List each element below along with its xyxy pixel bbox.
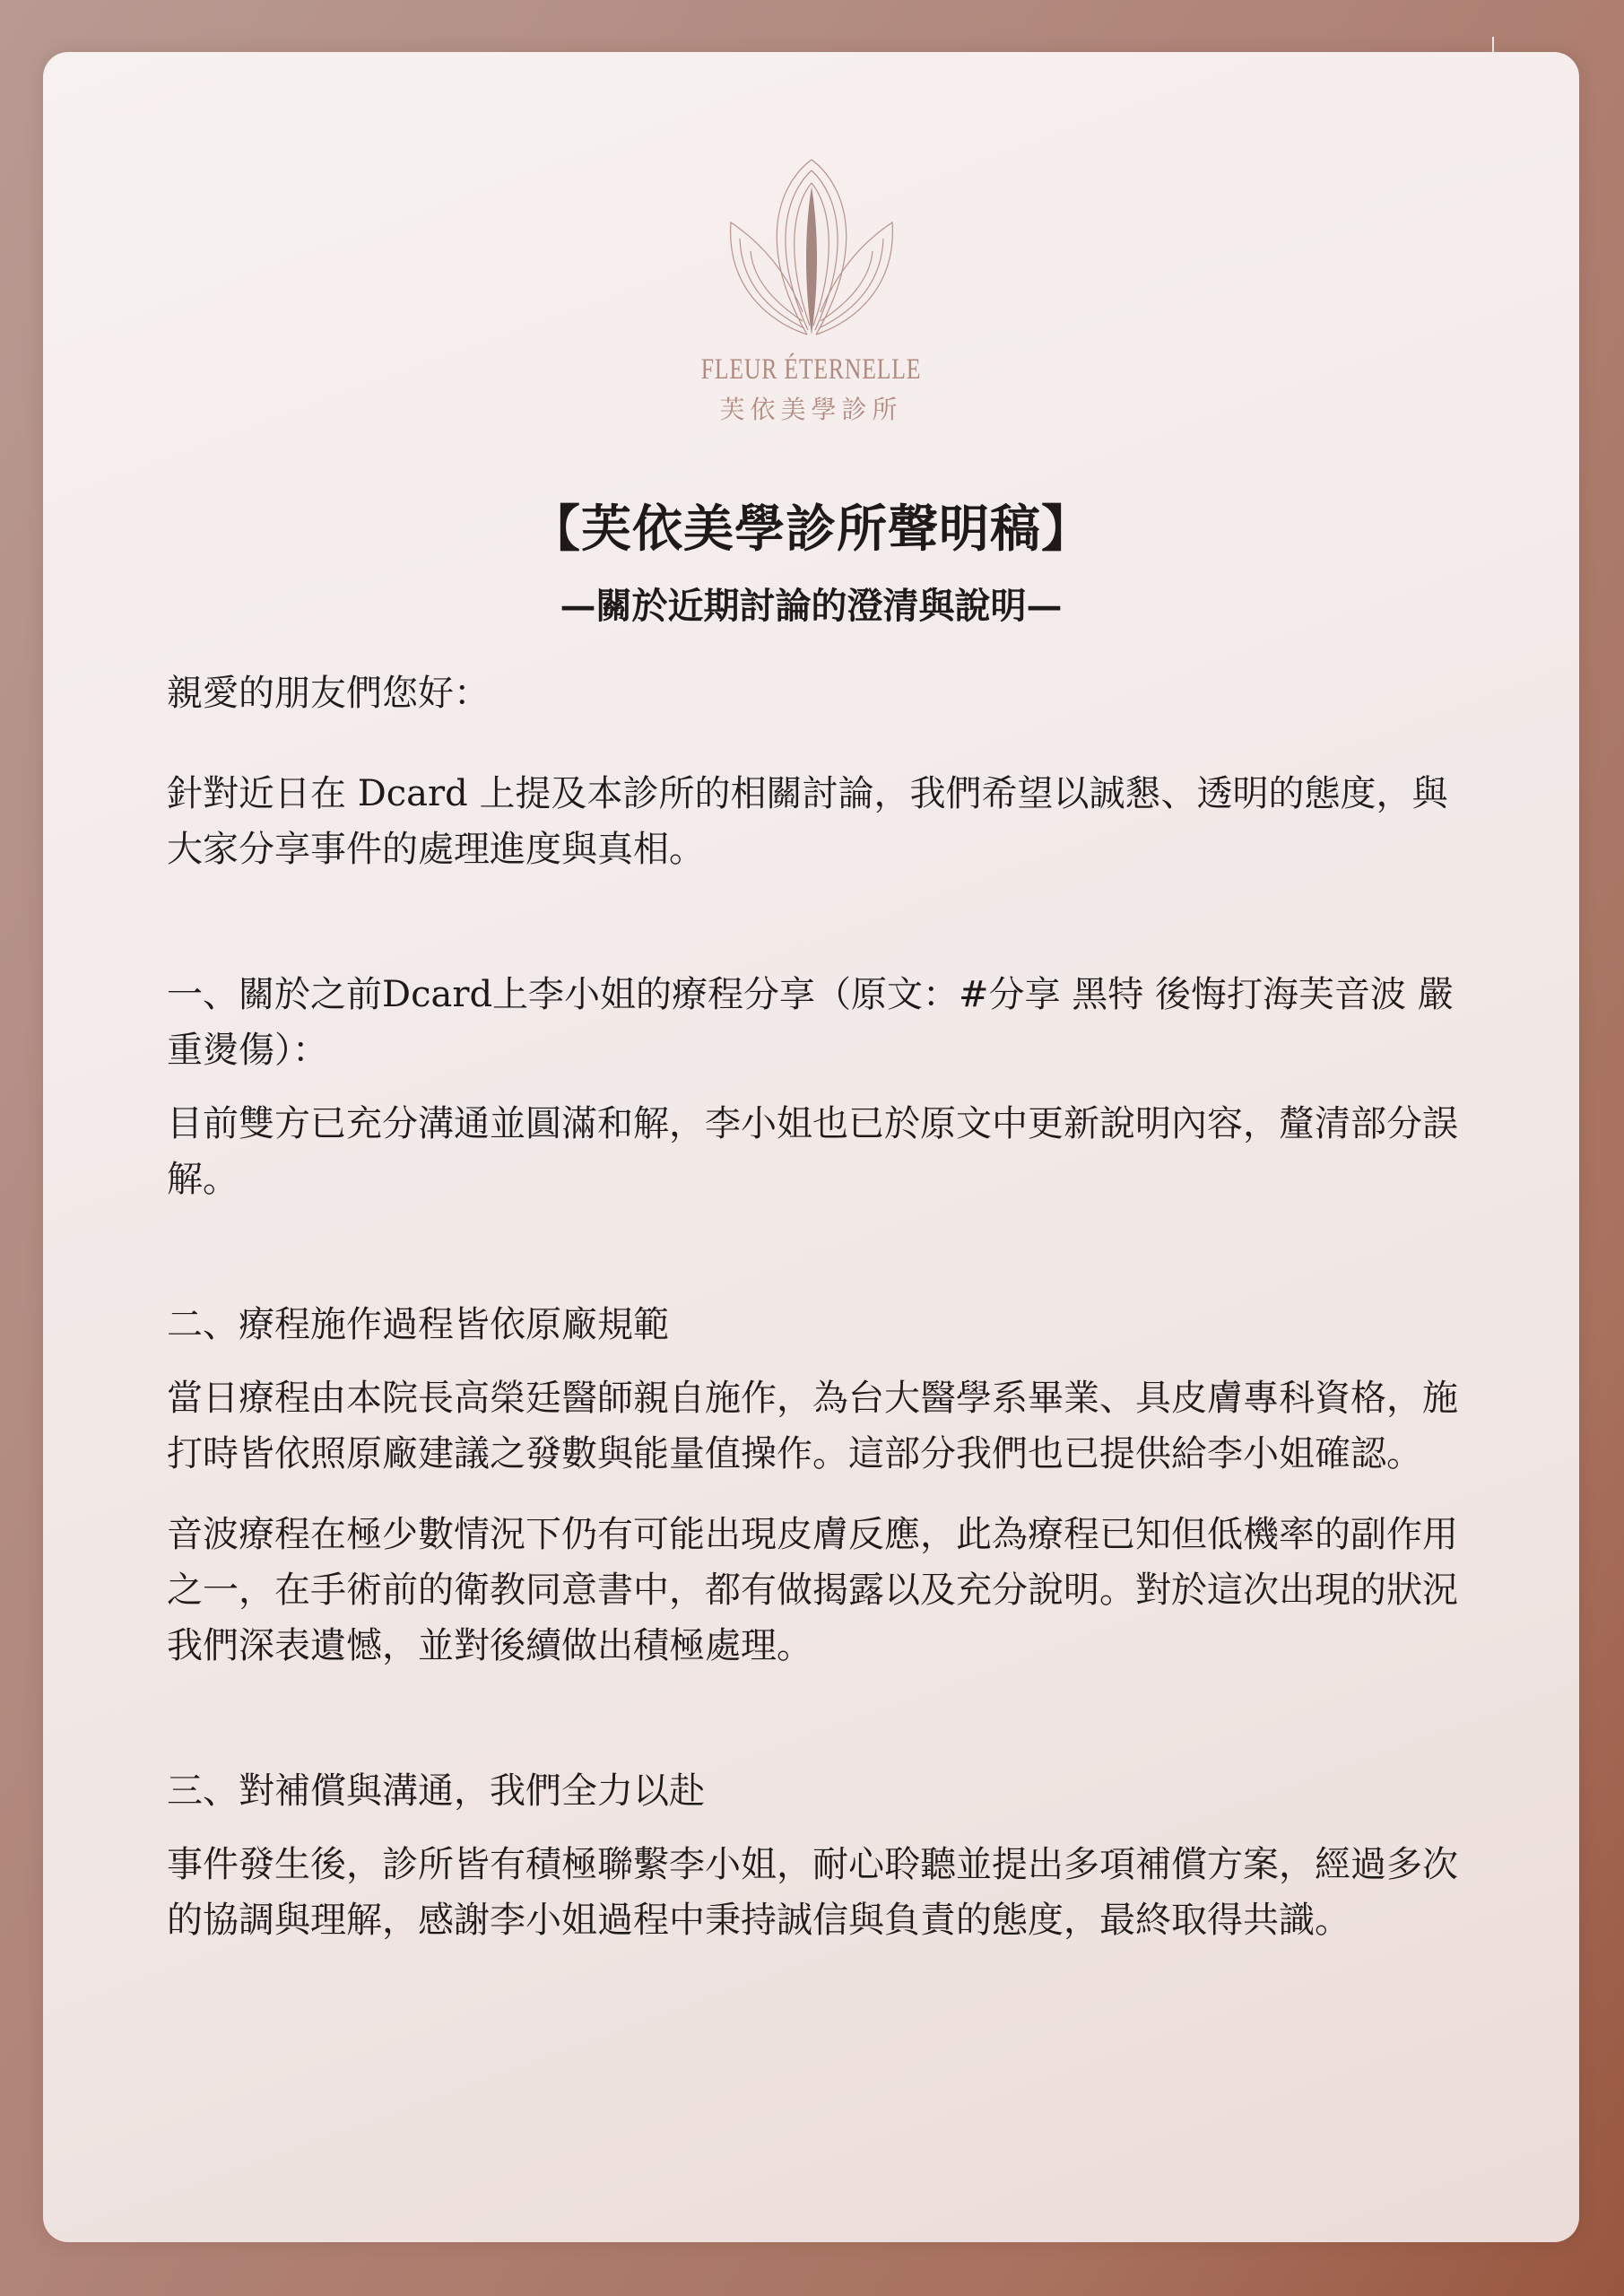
logo-brand-en: FLEUR ÉTERNELLE (700, 353, 922, 386)
section-paragraph: 事件發生後，診所皆有積極聯繫李小姐，耐心聆聽並提出多項補償方案，經過多次的協調與理解，感謝李小姐過程中秉持誠信與負責的態度，最終取得共識。 (167, 1844, 1458, 1941)
page-subtitle: —關於近期討論的澄清與說明— (560, 585, 1063, 627)
section-paragraph: 當日療程由本院長高榮廷醫師親自施作，為台大醫學系畢業、具皮膚專科資格，施打時皆依照原廠建議之發數與能量值操作。這部分我們也已提供給李小姐確認。 (167, 1378, 1458, 1474)
clinic-logo (43, 151, 1579, 426)
section-paragraph: 音波療程在極少數情況下仍有可能出現皮膚反應，此為療程已知但低機率的副作用之一，在手術前的衛教同意書中，都有做揭露以及充分說明。對於這次出現的狀況我們深表遺憾，並對後續做出積極處理。 (167, 1514, 1458, 1666)
section-heading: 三、對補償與溝通，我們全力以赴 (167, 1770, 705, 1812)
section-heading: 一、關於之前Dcard上李小姐的療程分享（原文：#分享 黑特 後悔打海芙音波 嚴重燙傷）： (167, 974, 1454, 1071)
statement-body (167, 665, 1458, 1973)
logo-brand-zh: 芙依美學診所 (719, 395, 903, 424)
page-title: 【芙依美學診所聲明稿】 (530, 500, 1092, 559)
lotus-logo-icon (722, 151, 901, 348)
greeting: 親愛的朋友們您好： (167, 673, 490, 714)
intro-paragraph: 針對近日在 Dcard 上提及本診所的相關討論，我們希望以誠懇、透明的態度，與大家分享事件的處理進度與真相。 (167, 773, 1448, 870)
section-heading: 二、療程施作過程皆依原廠規範 (167, 1304, 669, 1345)
statement-card (43, 52, 1579, 2242)
section-paragraph: 目前雙方已充分溝通並圓滿和解，李小姐也已於原文中更新說明內容，釐清部分誤解。 (167, 1103, 1458, 1200)
